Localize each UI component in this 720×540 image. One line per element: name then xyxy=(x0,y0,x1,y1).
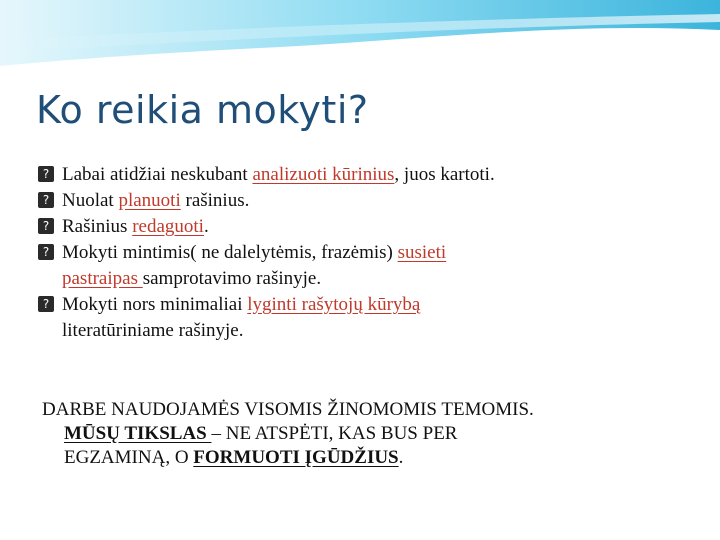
statement-line: DARBE NAUDOJAMĖS VISOMIS ŽINOMOMIS TEMOMIS. xyxy=(42,399,534,420)
closing-statement xyxy=(42,398,692,470)
bullet-text: Mokyti nors minimaliai xyxy=(62,294,248,315)
bullet-text: Mokyti mintimis( ne dalelytėmis, frazėmis) xyxy=(62,242,398,263)
bullet-text: Labai atidžiai neskubant xyxy=(62,164,253,185)
statement-line xyxy=(42,446,692,470)
bullet-plan xyxy=(38,188,698,214)
slide-title: Ko reikia mokyti? xyxy=(36,88,369,132)
bullet-text: Rašinius xyxy=(62,216,133,237)
skills-phrase: FORMUOTI ĮGŪDŽIUS xyxy=(193,447,399,468)
header-wave-banner xyxy=(0,0,720,80)
bullet-list xyxy=(38,162,698,344)
missing-glyph-icon: ? xyxy=(38,166,54,182)
bullet-text: literatūriniame rašinyje. xyxy=(62,320,244,341)
goal-label: MŪSŲ TIKSLAS xyxy=(64,423,212,444)
missing-glyph-icon: ? xyxy=(38,244,54,260)
emphasis-phrase: planuoti xyxy=(118,190,181,211)
emphasis-phrase: analizuoti kūrinius xyxy=(252,164,395,185)
statement-text: EGZAMINĄ, O xyxy=(64,447,194,468)
emphasis-phrase: lyginti rašytojų kūrybą xyxy=(247,294,421,315)
bullet-connect xyxy=(38,240,698,292)
bullet-text: . xyxy=(203,216,209,237)
bullet-analyze xyxy=(38,162,698,188)
missing-glyph-icon: ? xyxy=(38,192,54,208)
emphasis-phrase: pastraipas xyxy=(62,268,143,289)
bullet-text: Nuolat xyxy=(62,190,119,211)
missing-glyph-icon: ? xyxy=(38,296,54,312)
bullet-text: samprotavimo rašinyje. xyxy=(142,268,322,289)
bullet-text: rašinius. xyxy=(180,190,250,211)
statement-text: – NE ATSPĖTI, KAS BUS PER xyxy=(211,423,458,444)
emphasis-phrase: susieti xyxy=(397,242,447,263)
bullet-edit xyxy=(38,214,698,240)
bullet-compare xyxy=(38,292,698,344)
statement-text: . xyxy=(398,447,404,468)
emphasis-phrase: redaguoti xyxy=(132,216,204,237)
missing-glyph-icon: ? xyxy=(38,218,54,234)
statement-line xyxy=(42,422,692,446)
bullet-text: , juos kartoti. xyxy=(394,164,495,185)
